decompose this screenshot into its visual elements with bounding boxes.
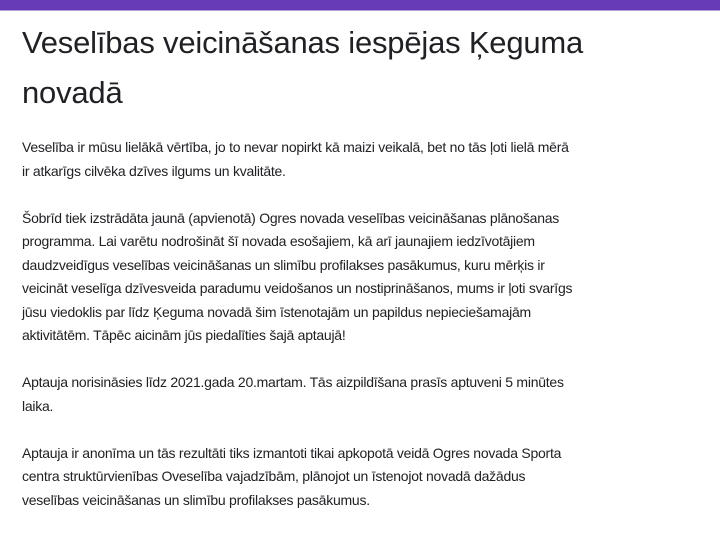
form-description <box>22 136 712 536</box>
description-paragraph-deadline <box>22 371 712 418</box>
description-line: daudzveidīgus veselības veicināšanas un slimību profilakses pasākumus, kuru mērķis ir <box>22 256 545 273</box>
description-line: veicināt veselīga dzīvesveida paradumu veidošanos un nostiprināšanos, mums ir ļoti svarīgs <box>22 280 573 296</box>
description-line: ir atkarīgs cilvēka dzīves ilgums un kvalitāte. <box>22 162 286 179</box>
description-line: aktivitātēm. Tāpēc aicinām jūs piedalīties šajā aptaujā! <box>22 327 346 343</box>
description-line: veselības veicināšanas un slimību profilakses pasākumus. <box>22 491 370 508</box>
description-line: jūsu viedoklis par līdz Ķeguma novadā šim īstenotajām un papildus nepieciešamajām <box>22 303 531 320</box>
description-line: Veselība ir mūsu lielākā vērtība, jo to nevar nopirkt kā maizi veikalā, bet no tās ļoti lielā mērā <box>22 139 569 155</box>
form-title-line: novadā <box>22 75 123 110</box>
description-line: Aptauja ir anonīma un tās rezultāti tiks izmantoti tikai apkopotā veidā Ogres novada Sporta <box>22 444 562 461</box>
description-paragraph-intro <box>22 136 712 183</box>
form-accent-bar <box>0 0 720 11</box>
description-line: Šobrīd tiek izstrādāta jaunā (apvienotā) Ogres novada veselības veicināšanas plānošanas <box>22 209 560 226</box>
form-title <box>22 18 702 118</box>
description-line: Aptauja norisināsies līdz 2021.gada 20.martam. Tās aizpildīšana prasīs aptuveni 5 minūtes <box>22 374 564 390</box>
form-title-line: Veselības veicināšanas iespējas Ķeguma <box>22 25 584 60</box>
description-line: programma. Lai varētu nodrošināt šī novada esošajiem, kā arī jaunajiem iedzīvotājiem <box>22 233 535 249</box>
description-paragraph-anonymity <box>22 442 712 513</box>
description-paragraph-program <box>22 207 712 348</box>
description-line: centra struktūrvienības Oveselība vajadzībām, plānojot un īstenojot novadā dažādus <box>22 468 526 484</box>
description-line: laika. <box>22 397 54 414</box>
